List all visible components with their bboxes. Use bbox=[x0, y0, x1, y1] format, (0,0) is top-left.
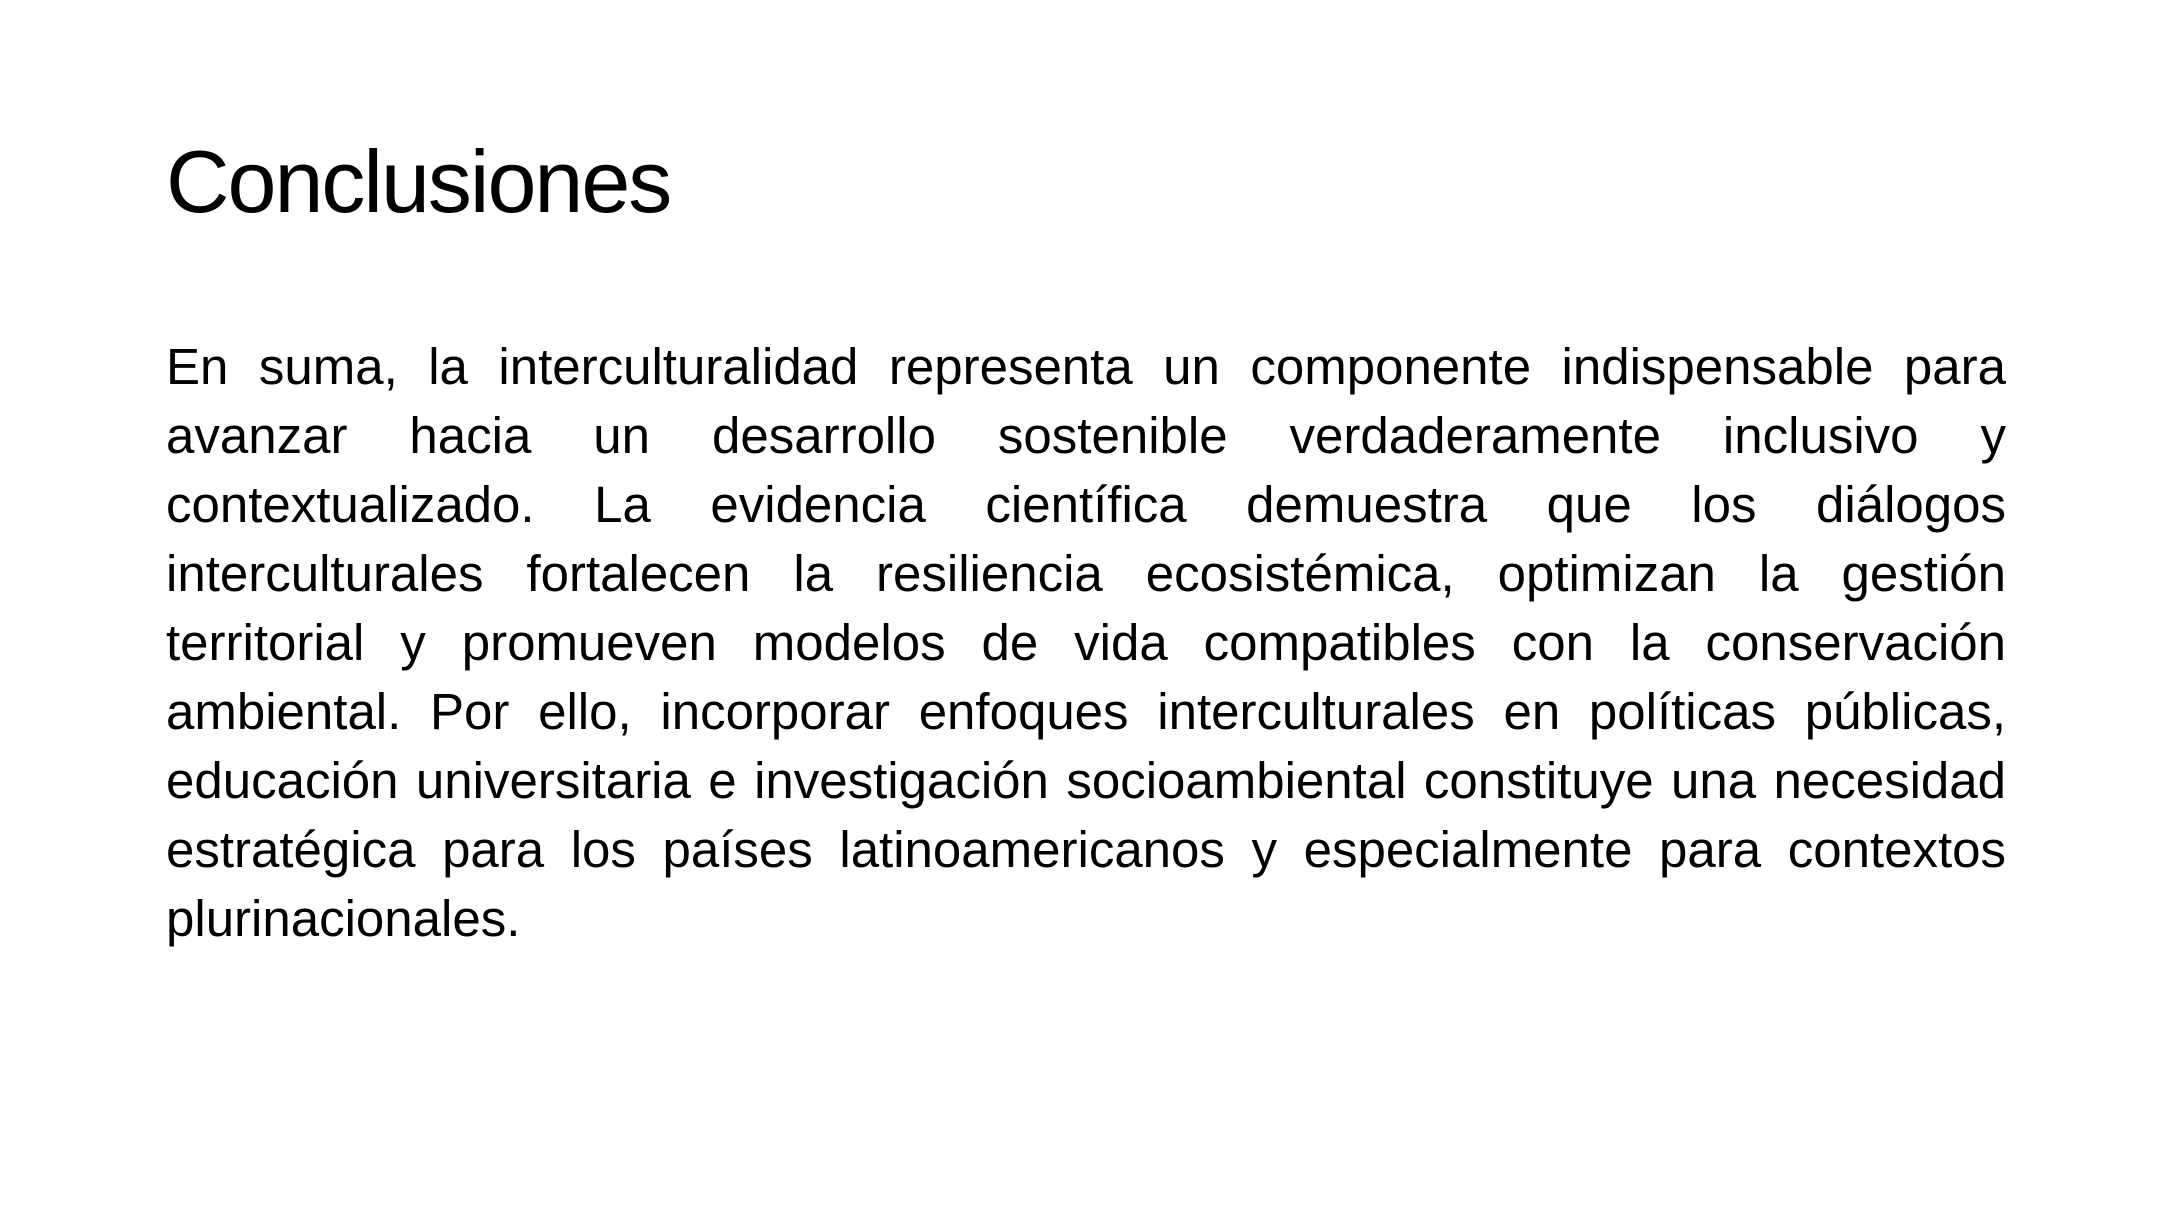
slide-title: Conclusiones bbox=[166, 132, 671, 231]
slide-body-text: En suma, la interculturalidad representa un componente indispensable para avanzar hacia un desarrollo sostenible verdaderamente inclusivo y contextualizado. La evidencia científica demuestra que los diálogos interculturales fortalecen la resiliencia ecosistémica, optimizan la gestión territorial y promueven modelos de vida compatibles con la conservación ambiental. Por ello, incorporar enfoques interculturales en políticas públicas, educación universitaria e investigación socioambiental constituye una necesidad estratégica para los países latinoamericanos y especialmente para contextos plurinacionales. bbox=[166, 338, 2006, 947]
